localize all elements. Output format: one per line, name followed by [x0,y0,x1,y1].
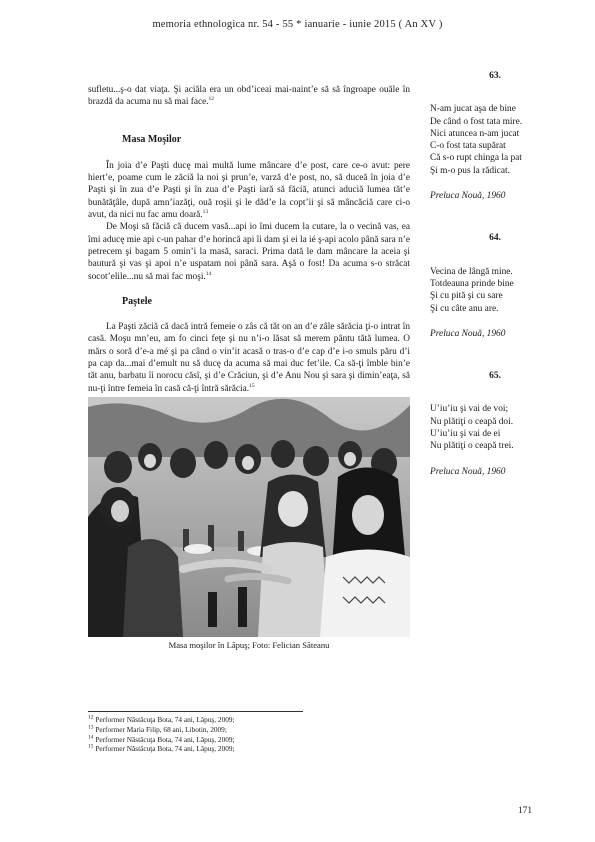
footnote-ref[interactable]: 13 [202,208,209,215]
poem-line: Nu plătiţi o ceapă doi. [430,416,514,427]
right-column-poems [430,70,560,478]
footnote-ref[interactable]: 12 [208,96,215,103]
intro-paragraph: sufletu...ş-o dat viaţa. Şi aciăla era un obd’iceai mai-naint’e să să îngroape ouăle în brazdă da acuma nu să mai face.$^{12}$ [88,85,410,108]
poem-line: U’iu’iu şi vai de voi; [430,404,509,415]
section-title-pastele: Paştele [122,295,152,307]
footnote: $^{12}$ Performer Năstăcuţa Bota, 74 ani, Lăpuş, 2009; [88,714,235,724]
footnote: $^{14}$ Performer Năstăcuţa Bota, 74 ani, Lăpuş, 2009; [88,734,235,744]
poem-source: Preluca Nouă, 1960 [430,466,506,477]
footnote-rule [88,711,303,712]
poem-line: U’iu’iu şi vai de ei [430,429,501,440]
poem-stanza [430,103,560,177]
paragraph: La Paşti zăciă că dacă intră femeie o zâs că tăt on an d’e zâle sărăcia ţi-o intrat în casă. Moşu mn’eu, am fo cinci feţe şi nu n’i-o lăsat să merem pântu tătă lumea. O mărs o soră d’e-a mé şi pa când o vin’it acasă o tras-o d’e cap d’e i-o smuls păru d’i pa cap da...mai d’emult nu să ducę da acuma să mai duc fet’ile. Ca să-ţi îmble bin’e tăt anu, barbatu îi norocu căsî, şi d’e Crăciun, şi d’e Anu Nou şi sara şi dimin’eaţa, să nu-ţi între femeia în casă că-ţi întră sărăcia.$^{15}$ [88,322,410,394]
poem-line: Nici atuncea n-am jucat [430,128,520,139]
poem-line: Totdeauna prinde bine [430,278,514,289]
poem-number: 64. [489,233,501,244]
poem-line: Vecina de lângă mine. [430,266,513,277]
paragraph: În joia d’e Paşti ducę mai multă lume mâncare d’e post, care ce-o avut: pere hiert’e, poame cum le zăciă la noi şi prun’e, varză d’e post, no, să duceă în joia d’e Paşti şi în zua d’e Paşti şi în zua d’e Paşti iară să făciă, atunci aduciă lumea tăt’e bunătăţâle, după amn’iazăţi, ouă roşii şi le dăd’e la copt’ii şi să mâncăciă care ci-o avut, da nici nu fac amu doară.$^{13}$ [88,160,410,221]
poem-line: Nu plătiţi o ceapă trei. [430,441,514,452]
poem-source: Preluca Nouă, 1960 [430,328,506,339]
footnotes [88,711,418,754]
running-header: memoria ethnologica nr. 54 - 55 * ianuarie - iunie 2015 ( An XV ) [152,19,443,30]
page-number: 171 [518,806,533,816]
photo-illustration [88,397,410,637]
footnote: $^{13}$ Performer Maria Filip, 68 ani, Libotin, 2009; [88,724,227,734]
poem-stanza [430,403,560,452]
left-column [88,84,410,651]
photo-caption: Masa moşilor în Lăpuş; Foto: Felician Săteanu [168,639,330,650]
poem-line: Şi cu câte anu are. [430,303,499,314]
photo-masa-mosilor [88,397,410,637]
poem-line: Şi m-o pus la rădicat. [430,165,510,176]
poem-source: Preluca Nouă, 1960 [430,191,506,202]
poem-line: Şi cu pită şi cu sare [430,291,503,302]
section-title-masa-mosilor: Masa Moşilor [122,133,182,145]
footnote: $^{15}$ Performer Năstăcuţa Bota, 74 ani, Lăpuş, 2009; [88,743,235,754]
footnote-ref[interactable]: 15 [249,382,255,389]
poem-number: 63. [489,71,501,81]
poem-number: 65. [489,371,501,382]
footnote-ref[interactable]: 14 [205,270,212,277]
poem-line: N-am jucat aşa de bine [430,104,516,115]
paragraph: De Moşi să făciă că ducem vasă...api io îmi ducem la cutare, la o vecină vas, ea îmi aducę mie api c-un pahar d’e horincă api îi dam şi ei la ié ş-api acolo până sara n’e petrecem şi bagam 5 omin’i la masă, saraci. Prima dată le dam mâncare la aceia şi bautură şi vas şi apoi n’e uspatam noi până sara. Aşă o fost! Da acuma s-o străcat socot’elile...nu să mai fac moşi.$^{14}$ [88,222,410,282]
poem-line: C-o fost tata supărat [430,141,506,152]
poem-stanza [430,266,560,315]
poem-line: Că s-o rupt chinga la pat [430,153,522,164]
poem-line: De când o fost tata mire. [430,116,523,127]
